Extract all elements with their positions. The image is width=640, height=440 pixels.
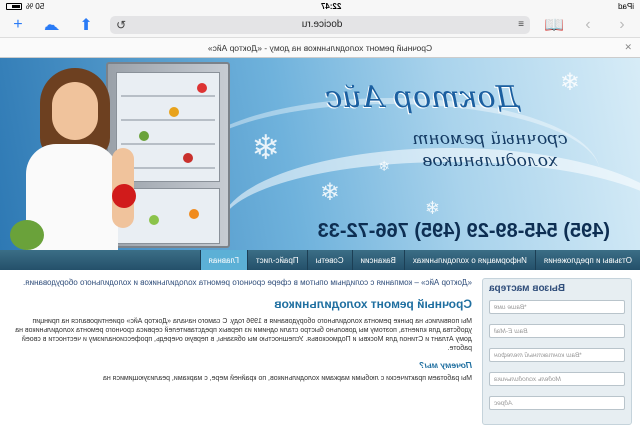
- name-field[interactable]: [489, 300, 625, 314]
- banner-tagline: [380, 128, 600, 172]
- header-banner: [0, 58, 640, 250]
- article-paragraph: Мы появились на рынке ремонта холодильного оборудования в 1996 году. С самого начала «Доктор Айс» ориентировался на принцип удобства для клиента, поэтому мы довольно быстро стали одними из первых представителей сервиса срочного ремонта холодильников на дому Атлант и Стинол для Москвы и Подмосковья. Успешностью мы обязаны, в первую очередь, профессионализму и честности в своей работе.: [15, 318, 472, 352]
- phone-field[interactable]: [489, 348, 625, 362]
- pepper-icon: [112, 184, 136, 208]
- content-area: [0, 270, 640, 425]
- clock: 22:47: [320, 1, 342, 11]
- tab-bar[interactable]: [0, 38, 640, 58]
- address-field[interactable]: [489, 396, 625, 410]
- nav-item-home[interactable]: Главная: [200, 250, 247, 270]
- nav-item-feedback[interactable]: Отзывы и предложения: [535, 250, 640, 270]
- device-label: iPad: [617, 1, 634, 11]
- site-logo[interactable]: Доктор Айс: [325, 80, 520, 115]
- banner-photo: [0, 58, 140, 250]
- nav-item-price-list[interactable]: Прайс-лист: [247, 250, 307, 270]
- battery-icon: [6, 3, 22, 10]
- nav-item-tips[interactable]: Советы: [307, 250, 352, 270]
- nav-item-vacancies[interactable]: Вакансии: [352, 250, 404, 270]
- tab-title: Срочный ремонт холодильников на дому - «Доктор Айс»: [207, 42, 433, 53]
- forward-icon[interactable]: ›: [585, 15, 591, 33]
- reader-icon[interactable]: ≡: [518, 19, 524, 30]
- email-field[interactable]: [489, 324, 625, 338]
- callback-form: [482, 278, 632, 425]
- browser-toolbar: [0, 12, 640, 38]
- share-icon[interactable]: ⬆: [79, 16, 93, 34]
- cloud-tabs-icon[interactable]: ☁: [44, 16, 60, 34]
- tagline-line: холодильников: [422, 151, 558, 171]
- page-heading: Срочный ремонт холодильников: [274, 297, 472, 311]
- main-nav: [0, 250, 640, 270]
- bullet-item: Мы работаем практически с любыми марками холодильников, по крайней мере, с марками, реализующимися на: [103, 375, 472, 382]
- reload-icon[interactable]: ↻: [116, 17, 127, 32]
- snowflake-icon: ❄: [559, 69, 580, 96]
- new-tab-icon[interactable]: +: [13, 15, 23, 33]
- nav-item-fridge-info[interactable]: Информация о холодильниках: [404, 250, 535, 270]
- snowflake-icon: ❄: [378, 158, 390, 174]
- bookmarks-icon[interactable]: 📖: [544, 16, 564, 34]
- close-icon[interactable]: ✕: [624, 42, 632, 52]
- broccoli-icon: [10, 220, 44, 250]
- main-article: [8, 278, 472, 425]
- back-icon[interactable]: ‹: [619, 15, 625, 33]
- snowflake-icon: ❄: [319, 179, 340, 206]
- snowflake-icon: ❄: [251, 129, 280, 167]
- url-text: docice.ru: [301, 19, 343, 30]
- battery-text: 50 %: [26, 1, 45, 11]
- battery-group: [6, 2, 44, 11]
- fridge-model-field[interactable]: [489, 372, 625, 386]
- phone-numbers: (495) 545-89-29 (495) 766-72-33: [317, 220, 610, 242]
- intro-text: «Доктор Айс» – компания с солидным опытом в сфере срочного ремонта холодильников и холодильного оборудования.: [23, 278, 472, 287]
- address-bar[interactable]: [110, 16, 530, 34]
- tagline-line: срочный ремонт: [412, 129, 568, 149]
- snowflake-icon: ❄: [424, 198, 440, 218]
- status-bar: [0, 0, 640, 12]
- section-heading: Почему мы?: [419, 360, 472, 370]
- form-title: Вызов мастера: [489, 283, 566, 294]
